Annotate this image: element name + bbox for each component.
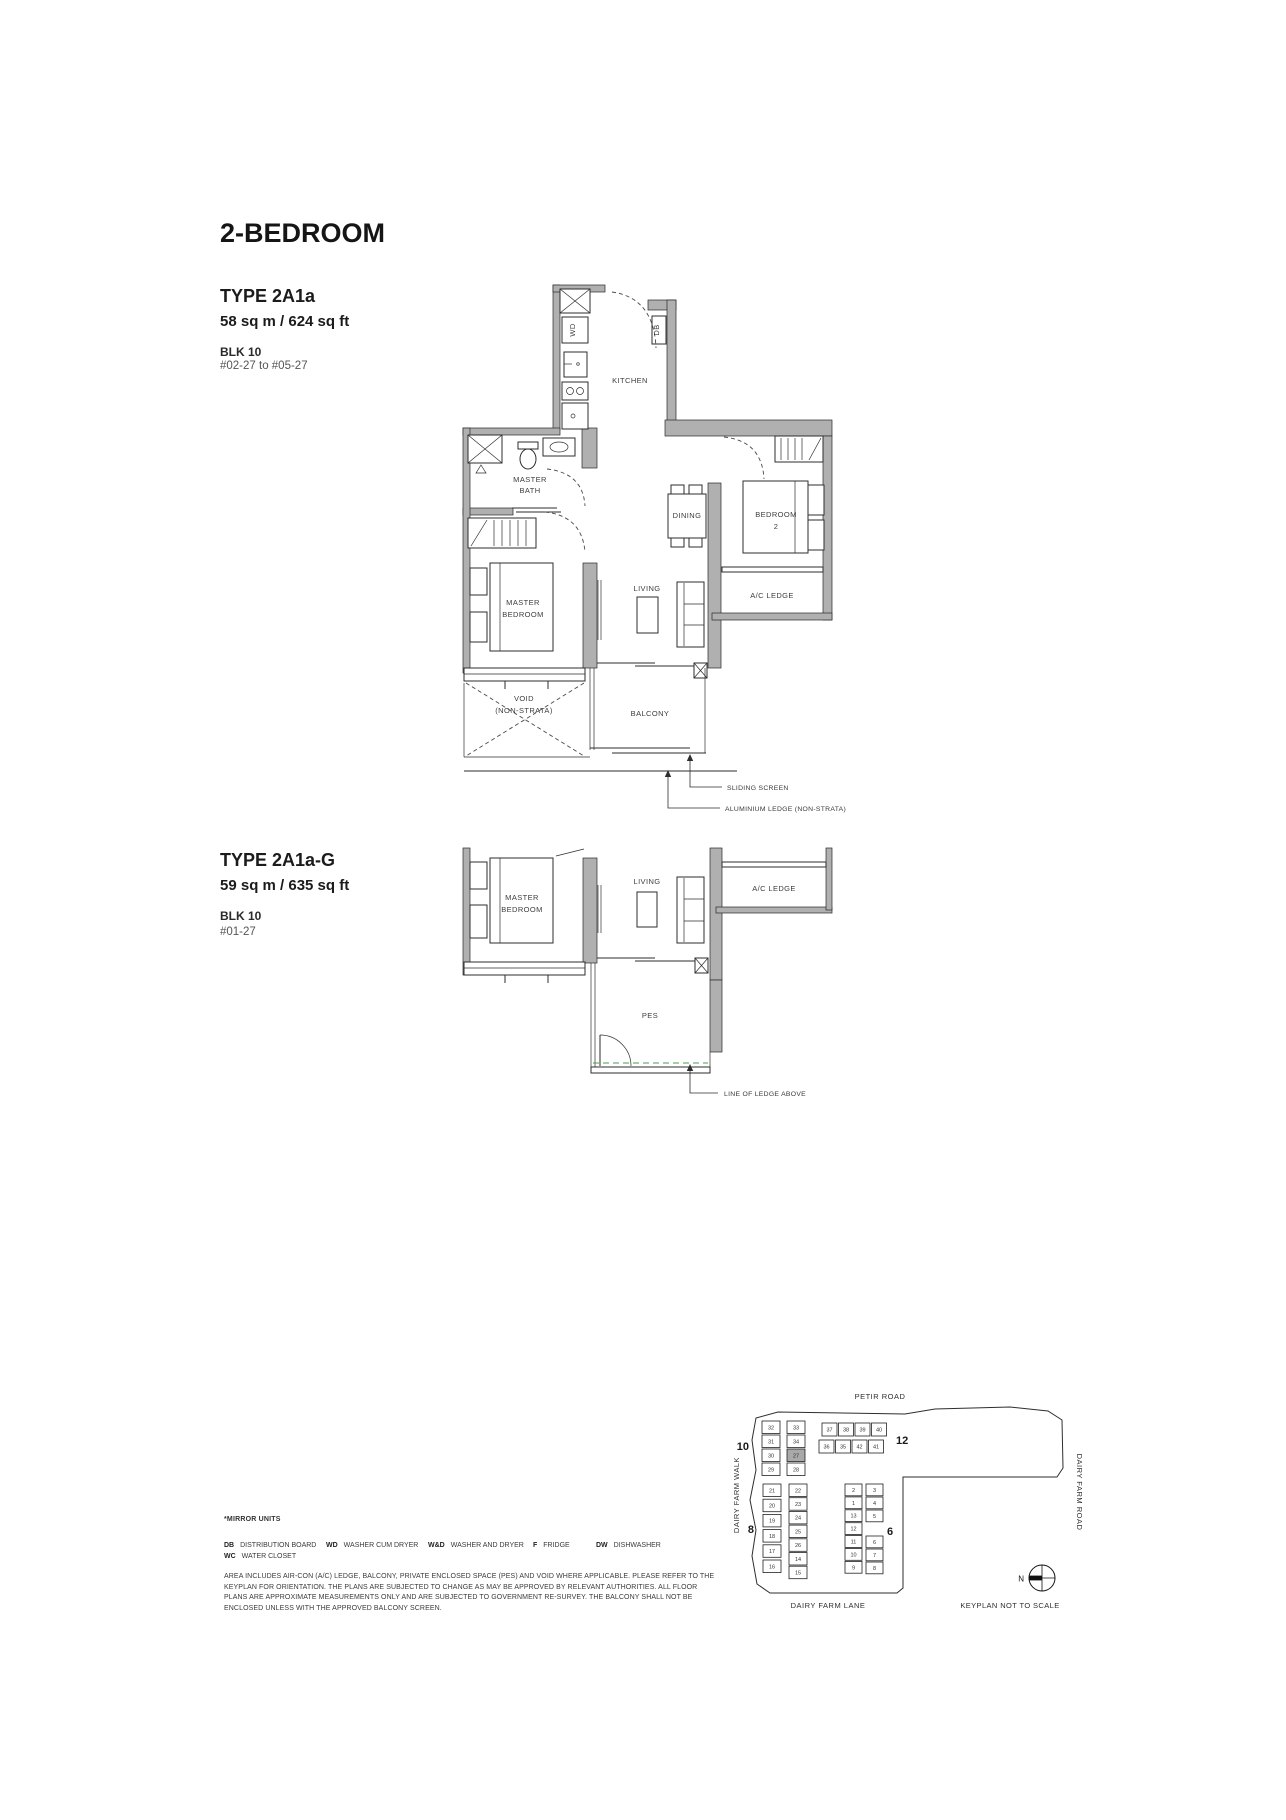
keyplan-unit-number: 9	[851, 1565, 856, 1572]
road-dairy-farm-road: DAIRY FARM ROAD	[1075, 1453, 1084, 1531]
keyplan-unit-number: 29	[767, 1467, 775, 1474]
keyplan-unit-number: 20	[768, 1503, 776, 1510]
keyplan-unit-number: 38	[842, 1427, 850, 1434]
label-bedroom2-1: BEDROOM	[755, 510, 797, 519]
keyplan-unit-number: 32	[767, 1425, 775, 1432]
label-line-of-ledge: LINE OF LEDGE ABOVE	[724, 1091, 807, 1098]
legend-f-abbr: F	[533, 1542, 538, 1549]
legend-wc	[224, 1553, 296, 1560]
legend-wad-abbr: W&D	[428, 1542, 445, 1549]
balcony-elements	[590, 663, 707, 753]
unit-a-type: TYPE 2A1a	[220, 286, 316, 306]
master-window-b	[464, 962, 585, 983]
keyplan-unit-number: 42	[856, 1444, 863, 1451]
keyplan-unit-number: 35	[839, 1444, 847, 1451]
keyplan-unit-number: 15	[794, 1570, 802, 1577]
sofa-icon	[677, 582, 704, 647]
keyplan-unit-number: 39	[859, 1427, 866, 1434]
coffee-table-b-icon	[637, 892, 657, 927]
fridge-icon	[564, 352, 587, 377]
coffee-table-icon	[637, 597, 658, 633]
toilet-icon	[518, 442, 538, 449]
keyplan-unit-number: 7	[872, 1552, 877, 1559]
keyplan-unit-number: 8	[872, 1565, 877, 1572]
master-bed-icon	[470, 563, 553, 651]
keyplan-unit-number: 6	[872, 1539, 877, 1546]
legend-f-label: FRIDGE	[543, 1542, 570, 1549]
bedroom2-furniture	[724, 436, 824, 553]
keyplan-unit-number: 11	[850, 1539, 857, 1546]
label-ac-ledge-a: A/C LEDGE	[750, 591, 794, 600]
label-void-1: VOID	[514, 694, 534, 703]
keyplan-unit-number: 23	[794, 1501, 802, 1508]
disclaimer-text: AREA INCLUDES AIR-CON (A/C) LEDGE, BALCONY, PRIVATE ENCLOSED SPACE (PES) AND VOID WHERE APPLICABLE. PLEASE REFER TO THE KEYPLAN FOR ORIENTATION. THE PLANS ARE SUBJECTED TO CHANGE AS MAY BE APPROVED BY RELEVANT AUTHORITIES. ALL FLOOR PLANS ARE APPROXIMATE MEASUREMENTS ONLY AND ARE SUBJECTED TO GOVERNMENT RE-SURVEY. THE BALCONY SHALL NOT BE ENCLOSED UNLESS WITH THE APPROVED BALCONY SCREEN.	[224, 1573, 715, 1612]
keyplan-unit-number: 34	[792, 1439, 800, 1446]
unit-a-block: BLK 10	[220, 345, 262, 359]
unit-b-block: BLK 10	[220, 909, 262, 923]
legend-f	[533, 1542, 570, 1549]
label-dining: DINING	[672, 511, 702, 520]
keyplan-unit-number: 5	[872, 1513, 877, 1520]
label-void-2: (NON-STRATA)	[495, 706, 553, 715]
north-compass-icon	[1018, 1565, 1055, 1591]
keyplan-unit-number: 12	[850, 1526, 857, 1533]
label-master-b-1: MASTER	[505, 893, 539, 902]
keyplan-unit-number: 17	[768, 1549, 776, 1556]
label-master-2: BEDROOM	[502, 610, 544, 619]
keyplan-block-12: 12	[896, 1435, 909, 1447]
label-wd: WD	[568, 323, 577, 337]
keyplan-unit-number: 16	[768, 1564, 776, 1571]
keyplan-unit-number: 14	[794, 1556, 802, 1563]
label-master-bath-2: BATH	[519, 486, 541, 495]
mirror-units-note: *MIRROR UNITS	[224, 1516, 281, 1523]
unit-b-area: 59 sq m / 635 sq ft	[220, 877, 350, 894]
label-bedroom2-2: 2	[773, 522, 779, 531]
legend-dw-abbr: DW	[596, 1542, 608, 1549]
label-master-bath-1: MASTER	[513, 475, 547, 484]
road-petir: PETIR ROAD	[854, 1392, 906, 1401]
legend-wad	[428, 1542, 524, 1549]
master-door-arc	[545, 512, 585, 552]
keyplan-unit-number: 22	[794, 1488, 802, 1495]
label-pes: PES	[641, 1011, 659, 1020]
keyplan-note: KEYPLAN NOT TO SCALE	[960, 1601, 1060, 1610]
bath-door-arc	[547, 469, 585, 506]
plan-a-leaders	[464, 754, 737, 808]
label-living-b: LIVING	[633, 877, 661, 886]
keyplan-unit-number: 24	[794, 1515, 802, 1522]
keyplan-unit-number: 33	[792, 1425, 800, 1432]
legend-dw-label: DISHWASHER	[613, 1542, 661, 1549]
keyplan-unit-number: 37	[826, 1427, 833, 1434]
label-balcony: BALCONY	[630, 709, 670, 718]
keyplan-unit-number: 26	[794, 1543, 802, 1550]
unit-a-area: 58 sq m / 624 sq ft	[220, 313, 350, 330]
label-sliding-screen: SLIDING SCREEN	[727, 785, 789, 792]
ac-ledge-b-rail	[722, 862, 826, 867]
label-living-a: LIVING	[633, 584, 661, 593]
label-ac-ledge-b: A/C LEDGE	[752, 884, 796, 893]
keyplan-unit-number: 10	[850, 1552, 857, 1559]
keyplan-unit-number: 2	[851, 1487, 856, 1494]
wardrobe-icon	[468, 518, 536, 548]
keyplan	[732, 1392, 1084, 1610]
keyplan-unit-number: 13	[850, 1513, 857, 1520]
label-master-1: MASTER	[506, 598, 540, 607]
road-dairy-farm-walk: DAIRY FARM WALK	[732, 1456, 741, 1534]
label-aluminium-ledge: ALUMINIUM LEDGE (NON-STRATA)	[725, 806, 847, 813]
keyplan-unit-number: 3	[872, 1487, 877, 1494]
keyplan-block-10: 10	[736, 1441, 749, 1453]
road-dairy-farm-lane: DAIRY FARM LANE	[790, 1601, 866, 1610]
keyplan-unit-number: 18	[768, 1533, 776, 1540]
keyplan-unit-number: 41	[872, 1444, 880, 1451]
basin-icon	[543, 438, 575, 456]
legend-wd-abbr: WD	[326, 1542, 338, 1549]
keyplan-unit-number: 28	[792, 1467, 800, 1474]
legend-db	[224, 1542, 316, 1549]
bath-fixtures	[468, 435, 585, 512]
bedroom2-door-arc	[724, 437, 764, 479]
label-db: DB	[652, 324, 661, 336]
unit-b-type: TYPE 2A1a-G	[220, 850, 336, 870]
legend-db-label: DISTRIBUTION BOARD	[240, 1542, 317, 1549]
master-window	[464, 668, 585, 689]
legend-wd-label: WASHER CUM DRYER	[343, 1542, 419, 1549]
keyplan-unit-number: 27	[792, 1453, 800, 1460]
keyplan-unit-number: 1	[851, 1500, 856, 1507]
north-label: N	[1018, 1574, 1024, 1584]
label-kitchen: KITCHEN	[612, 376, 648, 385]
keyplan-unit-number: 31	[767, 1439, 775, 1446]
hob-icon	[562, 382, 588, 400]
keyplan-unit-number: 19	[768, 1518, 776, 1525]
legend-dw	[596, 1542, 661, 1549]
keyplan-block-6: 6	[887, 1526, 894, 1538]
keyplan-unit-number: 25	[794, 1529, 802, 1536]
legend-wc-abbr: WC	[224, 1553, 236, 1560]
keyplan-unit-number: 40	[875, 1427, 883, 1434]
plan-b	[463, 848, 832, 1098]
keyplan-block-8: 8	[747, 1524, 754, 1536]
unit-b-levels: #01-27	[220, 926, 256, 938]
keyplan-unit-number: 30	[767, 1453, 775, 1460]
keyplan-unit-number: 4	[872, 1500, 877, 1507]
sofa-b-icon	[677, 877, 704, 943]
keyplan-units	[762, 1421, 887, 1579]
legend-db-abbr: DB	[224, 1542, 235, 1549]
plan-a	[463, 285, 846, 813]
keyplan-unit-number: 21	[768, 1488, 776, 1495]
label-master-b-2: BEDROOM	[501, 905, 543, 914]
unit-a-levels: #02-27 to #05-27	[220, 360, 308, 372]
legend-wad-label: WASHER AND DRYER	[450, 1542, 524, 1549]
legend-wd	[326, 1542, 418, 1549]
page-title: 2-BEDROOM	[220, 218, 386, 248]
legend-wc-label: WATER CLOSET	[241, 1553, 297, 1560]
ac-ledge-rail	[722, 567, 823, 572]
keyplan-unit-number: 36	[823, 1444, 830, 1451]
